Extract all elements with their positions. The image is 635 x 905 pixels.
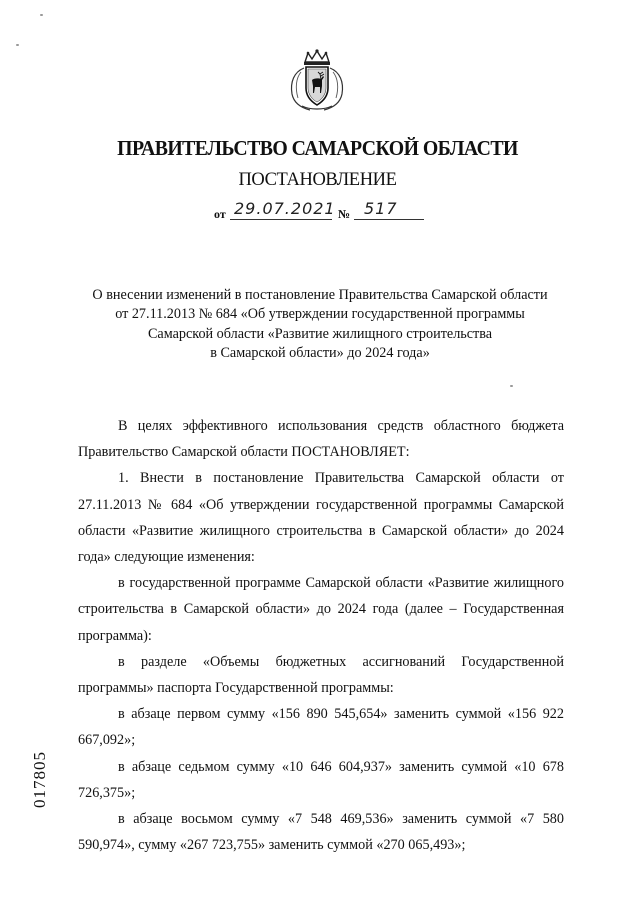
subject-heading [70, 286, 570, 363]
date-underline [230, 219, 332, 220]
document-body [78, 413, 564, 858]
subject-line: от 27.11.2013 № 684 «Об утверждении государственной программы [115, 306, 525, 323]
subject-line: Самарской области «Развитие жилищного строительства [147, 325, 493, 342]
body-paragraph: В целях эффективного использования средств областного бюджета Правительство Самарской области ПОСТАНОВЛЯЕТ: [78, 418, 564, 461]
number-underline [354, 219, 424, 220]
number-label: № [338, 207, 351, 221]
margin-serial-number: 017805 [30, 751, 49, 808]
document-type: ПОСТАНОВЛЕНИЕ [238, 170, 397, 190]
body-paragraph: в разделе «Объемы бюджетных ассигнований Государственной программы» паспорта Государственной программы: [78, 653, 564, 697]
body-paragraph: в абзаце первом сумму «156 890 545,654» заменить суммой «156 922 667,092»; [78, 706, 564, 749]
scan-speck [510, 385, 513, 387]
coat-of-arms-emblem [288, 48, 346, 112]
number-value: 517 [364, 199, 398, 218]
body-paragraph: в абзаце седьмом сумму «10 646 604,937» заменить суммой «10 678 726,375»; [78, 758, 564, 801]
body-paragraph: 1. Внести в постановление Правительства Самарской области от 27.11.2013 № 684 «Об утверждении государственной программы Самарской области «Развитие жилищного строительства в Самарской области» до 2024 года» следующие изменения: [78, 470, 564, 566]
government-title: ПРАВИТЕЛЬСТВО САМАРСКОЙ ОБЛАСТИ [117, 136, 518, 160]
date-value: 29.07.2021 [234, 199, 336, 218]
subject-line: в Самарской области» до 2024 года» [210, 344, 430, 361]
subject-line: О внесении изменений в постановление Правительства Самарской области [92, 287, 548, 303]
date-number-line [214, 199, 424, 223]
date-label: от [214, 207, 226, 221]
body-paragraph: в государственной программе Самарской области «Развитие жилищного строительства в Самарской области» до 2024 года (далее – Государственная программа): [78, 575, 564, 644]
scan-speck [16, 44, 19, 46]
body-paragraph: в абзаце восьмом сумму «7 548 469,536» заменить суммой «7 580 590,974», сумму «267 723,755» заменить суммой «270 065,493»; [78, 811, 564, 854]
scan-speck [40, 14, 43, 16]
